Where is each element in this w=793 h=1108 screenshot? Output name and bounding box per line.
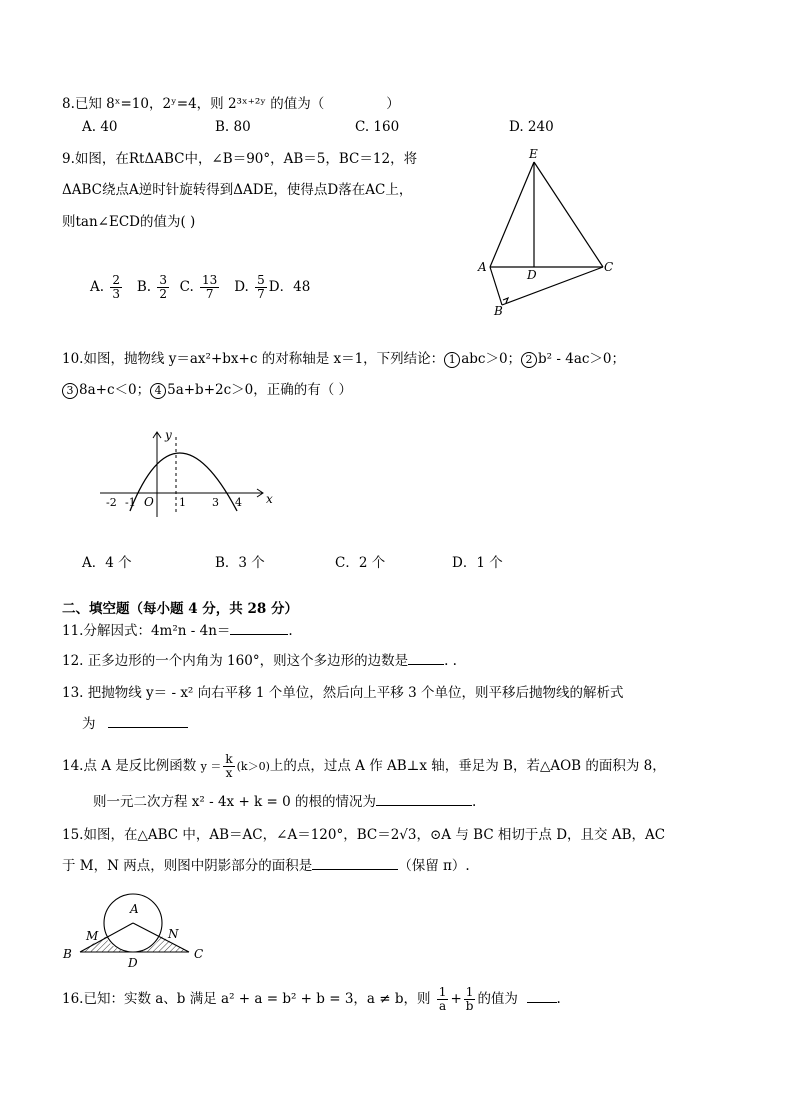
q9-option-a-frac — [110, 274, 122, 301]
q14-line1-b: 上的点，过点 A 作 AB⊥x 轴，垂足为 B，若△AOB 的面积为 8， — [269, 758, 666, 774]
q9-label-a: A — [478, 260, 487, 274]
q15-line2 — [62, 857, 470, 875]
q13-line2-text: 为 — [82, 716, 96, 732]
q15-line1: 15.如图，在△ABC 中，AB＝AC，∠A＝120°，BC＝2√3，⊙A 与 BC 相切于点 D，且交 AB，AC — [62, 827, 666, 843]
q10-label-o: O — [144, 495, 154, 509]
q10-circle-4: 4 — [150, 383, 166, 399]
q8-option-c: C. 160 — [355, 119, 400, 135]
q9-label-c: C — [604, 260, 614, 274]
q16-f2-den: b — [465, 999, 474, 1013]
q14-frac — [223, 753, 234, 780]
q16-frac-2 — [464, 986, 476, 1013]
q13-line2 — [82, 715, 188, 733]
q9-option-c-letter: C. — [179, 279, 194, 295]
q9-option-a-letter: A. — [90, 279, 105, 295]
q9-c-num: 13 — [202, 273, 218, 287]
q14-frac-den: x — [225, 766, 233, 780]
q15-blank — [312, 869, 398, 870]
q15-line2-a: 于 M，N 两点，则图中阴影部分的面积是 — [62, 858, 313, 874]
q10-circle-3: 3 — [62, 383, 78, 399]
q8-stem — [62, 95, 400, 113]
q10-s2: b² - 4ac＞0； — [538, 351, 626, 367]
q10-line1-text: 10.如图，抛物线 y＝ax²+bx+c 的对称轴是 x＝1，下列结论： — [62, 351, 445, 367]
q8-option-b: B. 80 — [215, 119, 251, 135]
q9-label-b: B — [494, 304, 503, 318]
q8-option-a: A. 40 — [82, 119, 118, 135]
q9-b-num: 3 — [159, 273, 168, 287]
q16-f2-num: 1 — [465, 985, 474, 999]
q15-label-n: N — [168, 927, 179, 941]
q14-line2 — [93, 793, 476, 811]
q16 — [62, 983, 561, 1015]
q9-a-num: 2 — [112, 273, 120, 287]
q15-label-d: D — [128, 956, 138, 968]
section2-title: 二、填空题（每小题 4 分，共 28 分） — [62, 601, 298, 617]
q9-option-b-letter: B. — [136, 279, 152, 295]
q15-circle-figure — [58, 888, 213, 968]
q9-option-c-frac — [200, 274, 219, 301]
q9-line2: ΔABC绕点A逆时针旋转得到ΔADE，使得点D落在AC上， — [62, 182, 413, 198]
q16-plus: + — [450, 991, 462, 1007]
q14-func-y: y ＝ — [200, 760, 222, 773]
q9-label-d: D — [527, 268, 537, 282]
q11-end: . — [288, 623, 293, 639]
q10-option-d: D．1 个 — [452, 555, 503, 571]
q11-text: 11.分解因式：4m²n - 4n＝ — [62, 623, 231, 639]
q16-frac-1 — [437, 986, 449, 1013]
q14-cond: (k＞0) — [236, 760, 270, 773]
q9-line3: 则tan∠ECD的值为( ) — [62, 214, 196, 230]
q16-end: . — [556, 991, 561, 1007]
q10-label-m1: -1 — [125, 496, 136, 509]
q9-label-e: E — [529, 147, 538, 161]
q10-option-b: B．3 个 — [215, 555, 265, 571]
q14-blank — [376, 805, 472, 806]
q9-option-b-frac — [157, 274, 169, 301]
q13-blank — [108, 727, 188, 728]
q9-option-e: D．48 — [268, 279, 311, 295]
q9-d-den: 7 — [257, 287, 265, 301]
q10-option-a: A．4 个 — [82, 555, 132, 571]
q10-line1 — [62, 350, 625, 368]
q9-b-den: 2 — [159, 287, 168, 301]
q14-frac-num: k — [225, 752, 233, 766]
q8-stem-end: ） — [386, 96, 400, 112]
q9-triangle-figure — [470, 140, 630, 320]
q10-label-1: 1 — [179, 496, 186, 509]
q14-line1 — [62, 752, 666, 781]
q12-text: 12. 正多边形的一个内角为 160°，则这个多边形的边数是 — [62, 653, 409, 669]
q15-label-b: B — [63, 947, 72, 961]
q14-line1-a: 14.点 A 是反比例函数 — [62, 758, 197, 774]
q10-circle-2: 2 — [521, 352, 537, 368]
q10-label-m2: -2 — [106, 496, 117, 509]
q10-s3: 8a+c＜0； — [79, 382, 151, 398]
q10-parabola-figure — [95, 425, 285, 520]
q16-f1-den: a — [439, 999, 447, 1013]
q15-label-m: M — [86, 929, 99, 943]
q13-line1: 13. 把抛物线 y＝ - x² 向右平移 1 个单位，然后向上平移 3 个单位，则平移后抛物线的解析式 — [62, 685, 624, 701]
q15-label-c: C — [194, 947, 204, 961]
q15-line2-b: （保留 π）. — [398, 858, 470, 874]
q12-blank — [408, 664, 444, 665]
q14-end: . — [472, 794, 477, 810]
q11-blank — [230, 634, 288, 635]
q16-text-b: 的值为 — [477, 991, 518, 1007]
q10-line2 — [62, 381, 352, 399]
q10-label-4: 4 — [235, 496, 242, 509]
q12 — [62, 652, 457, 670]
q9-c-den: 7 — [205, 287, 214, 301]
q10-label-3: 3 — [212, 496, 219, 509]
q11 — [62, 622, 293, 640]
q10-label-x: x — [266, 492, 273, 506]
q10-circle-1: 1 — [444, 352, 460, 368]
q9-option-d-frac — [255, 274, 267, 301]
q15-label-a: A — [130, 902, 139, 916]
q10-option-c: C．2 个 — [335, 555, 386, 571]
q8-option-d: D. 240 — [509, 119, 554, 135]
q16-blank — [527, 1002, 557, 1003]
q10-label-y: y — [165, 428, 172, 442]
q8-stem-text: 8.已知 8ˣ=10，2ʸ=4，则 2³ˣ⁺²ʸ 的值为（ — [62, 96, 325, 112]
q9-option-d-letter: D. — [234, 279, 249, 295]
q16-text-a: 16.已知：实数 a、b 满足 a² + a = b² + b = 3，a ≠ b，则 — [62, 991, 431, 1007]
q14-line2-text: 则一元二次方程 x² - 4x + k = 0 的根的情况为 — [93, 794, 377, 810]
q9-a-den: 3 — [112, 287, 120, 301]
q10-s1: abc＞0； — [461, 351, 522, 367]
q9-line1: 9.如图，在RtΔABC中，∠B＝90°，AB＝5，BC＝12，将 — [62, 151, 418, 167]
q16-f1-num: 1 — [438, 985, 447, 999]
q10-s4: 5a+b+2c＞0，正确的有（ ） — [167, 382, 353, 398]
q9-options — [90, 270, 310, 304]
q9-d-num: 5 — [257, 273, 265, 287]
q12-end: . . — [444, 653, 457, 669]
